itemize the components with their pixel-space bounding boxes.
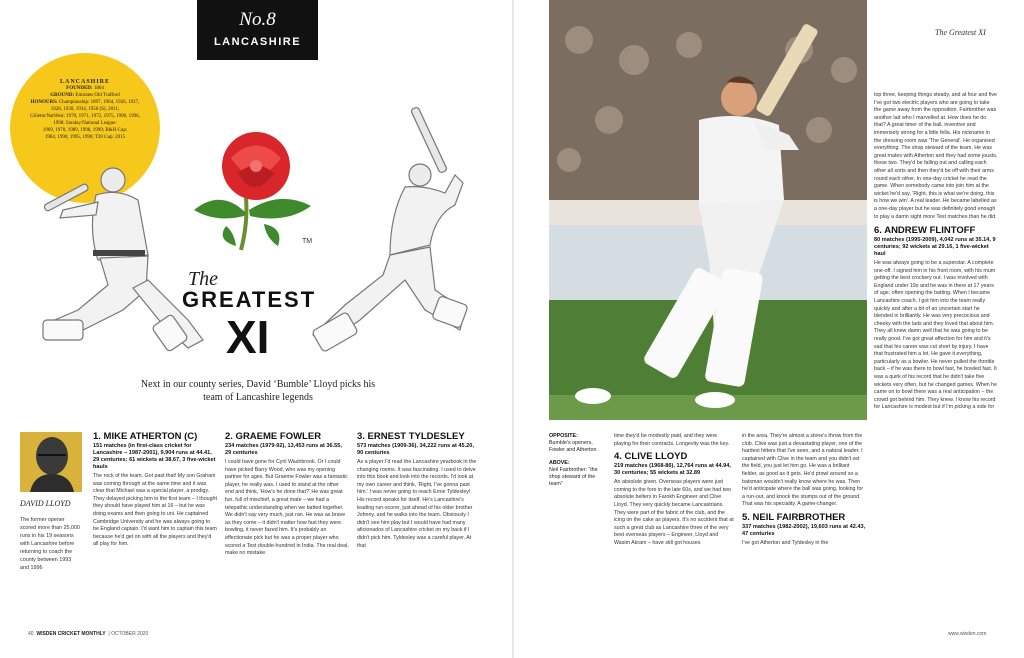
county-info-line: 1984, 1990, 1995, 1996; T20 Cup: 2015 [44, 135, 126, 140]
author-name: DAVID LLOYD [20, 499, 71, 508]
footer-page-number: 40 [28, 631, 34, 637]
player-1-body: The rock of the team. Got past that! My son Graham was coming through at the same time and it was clear that Michael was a special player, a prodigy. They delayed picking him in the first team – I thought they should have played him at 16 – but he was doing exams and then going to uni. He captained Cambridge University and he was always going to be England captain. I'd want him to captain this team because he'd get on with all the players and they'd all play for him. [93, 473, 217, 548]
player-5-heading: 5. NEIL FAIRBROTHER [742, 511, 846, 523]
county-info-line: Gillette/NatWest: 1970, 1971, 1972, 1975, 1990, 1996, 1998; Sunday/National League: [30, 114, 140, 126]
fairbrother-photo [549, 0, 867, 420]
player-6-body: He was always going to be a superstar. A complete one-off. I signed him in his front room, with his mum getting the best crockery out. I was involved with England under 19s and he was in there at 17 years of age, often opening the batting. When I became Lancashire coach, I got him into the team really quickly and after a bit of an uncertain start he blended in brilliantly. He was very precocious and cheeky with the lads and they loved that about him. They all knew damn well that he was going to be really good. I've got great affection for him and it's sad that his career was cut short by injury. I have that frustrated him a lot. He gave it everything, particularly as a bowler. He never pulled the throttle back – if he was there to bowl fast, he bowled fast. It was a quirk of his record that he didn't take five wickets very often, but he changed games. When he came on to bowl there was a real anticipation – the crowd got behind him. They knew. I know his record for Lancashire is modest but if I'm picking a side for [874, 260, 998, 411]
caption-above-label: ABOVE: [549, 460, 570, 466]
column-5-continuation: in the area. They're almost a stone's throw from the club. Clive was just a devastating player, one of the hardest hitters that I've seen, and a natural leader. I captained with Clive in the team and you didn't set the field, you just let him go. He was a brilliant fielder, as good as it gets. He'd prowl around so a batsman wouldn't really know where he was. Then he'd anticipate where the ball was going, looking for a run-out, and knock the stumps out of the ground. That was his speciality. A game-changer. [742, 433, 864, 508]
player-4-heading: 4. CLIVE LLOYD [614, 451, 688, 463]
caption-opposite-text: Bumble's openers, Fowler and Atherton [549, 440, 597, 453]
player-6-column [874, 92, 998, 614]
standfirst: Next in our county series, David ‘Bumble’ Lloyd picks his team of Lancashire legends [140, 379, 376, 403]
county-info-title: LANCASHIRE [59, 79, 110, 85]
player-5-body: I've got Atherton and Tyldesley in the [742, 539, 829, 546]
column-6-continuation: top three, keeping things steady, and at four and five I've got two electric players who are going to take the game away from the opposition. Fairbrother was another lad who I marvelled at. How does he do that? A great timer of the ball, inventive and immensely strong for a little fella. His nickname in the dressing room was 'The General'. He organised everything. The shop steward of the team. He was great mates with Atherton and they had some jousts, those two. They'd be falling out and calling each other all sorts and then they'd be off with their arms round each other. In one-day cricket he read the game. When somebody came into join him at the wicket he'd say, 'Right, this is what we're doing, this is how we win'. A real leader. He became labelled as a one-day player but he was definitely good enough to play a damn sight more Test matches than he did. [874, 92, 998, 220]
photo-captions [549, 433, 607, 488]
player-4-body: An absolute given. Overseas players were just coming to the fore in the late 60s, and we had two absolute belters in Farokh Engineer and Clive Lloyd. They very quickly became Lancastrians. They were part of the fabric of the club, and the icing on the cake as players. It's no accident that at such a great club as Lancashire three of the very best overseas players – Engineer, Lloyd and Wasim Akram – have still got houses [614, 479, 734, 546]
title-the: The [188, 268, 218, 290]
player-3-column [357, 432, 479, 612]
page-gutter [512, 0, 514, 658]
trademark-mark: TM [302, 238, 313, 245]
player-5-column [742, 433, 866, 613]
player-2-stats: 234 matches (1979-92), 13,453 runs at 36.55, 29 centuries [225, 443, 342, 456]
running-header: The Greatest XI [935, 28, 986, 37]
footer-left: 40 WISDEN CRICKET MONTHLY | OCTOBER 2020 [28, 631, 149, 637]
player-3-heading: 3. ERNEST TYLDESLEY [357, 432, 465, 442]
red-rose-emblem [186, 128, 321, 253]
player-4-column [614, 433, 734, 613]
player-6-heading: 6. ANDREW FLINTOFF [874, 225, 976, 237]
series-number: No.8 [239, 9, 276, 30]
player-3-stats: 573 matches (1909-36), 34,222 runs at 45.20, 90 centuries [357, 443, 474, 456]
batsman-right-figure [305, 105, 480, 360]
player-2-heading: 2. GRAEME FOWLER [225, 432, 322, 442]
player-5-stats: 337 matches (1982-2002), 19,603 runs at 42.43, 47 centuries [742, 523, 866, 537]
footer-right: www.wisden.com [948, 631, 987, 637]
player-3-body: As a player I'd read the Lancashire yearbook in the changing rooms. It was fascinating. I used to delve into this book and look into the records. I'd look at my own career and think, 'Right, I've gonna past him.' I was never going to reach Ernie Tyldesley! His record speaks for itself. He's Lancashire's leading run-scorer, just ahead of his older brother Johnny, and he walks into the team. Obviously I didn't see him play but I would have had many aficionados of Lancashire cricket on my back if I didn't pick him. Tyldesley was a careful player. At that [357, 459, 477, 549]
author-bio: The former opener scored more than 25,000 runs in his 19 seasons with Lancashire before returning to coach the county between 1993 and 1996 [20, 517, 80, 571]
caption-opposite-label: OPPOSITE: [549, 433, 578, 439]
series-county: LANCASHIRE [213, 36, 302, 48]
county-info-line: FOUNDED: 1864 [66, 86, 104, 91]
author-portrait [20, 432, 82, 492]
caption-above-text: Neil Fairbrother: “the shop steward of the team” [549, 467, 598, 487]
player-2-body: I could have gone for Cyril Washbrook. Or I could have picked Barry Wood, who was my opening partner for ages. But Graeme Fowler was a fantastic player, he really was. I used to stand at the other end and think, 'How's he done that?' He was great fun, full of mischief, a great mate – we had a telepathic understanding when we batted together. We didn't say very much, just ran. He was as brave as they come – it didn't matter how fast they were bowling, it never fazed him. It's probably an effectionate pick but he was a proper player who scored a Test double-hundred in India. The real deal, make no mistake. [225, 459, 349, 557]
footer-magazine-name: WISDEN CRICKET MONTHLY [36, 631, 106, 637]
title-xi: XI [226, 311, 270, 363]
column-4-continuation: time they'd be modestly paid, and they were playing for their contracts. Longevity was the key. [614, 433, 730, 447]
county-info-line: GROUND: Emirates Old Trafford [50, 93, 120, 98]
series-tag [197, 0, 318, 60]
title-greatest: GREATEST [182, 287, 317, 312]
player-1-column [93, 432, 217, 612]
player-6-stats: 80 matches (1995-2009), 4,042 runs at 35.14, 9 centuries; 92 wickets at 29.16, 1 five-wicket haul [874, 237, 996, 258]
player-4-stats: 219 matches (1968-86), 12,764 runs at 44.94, 30 centuries; 55 wickets at 32.89 [614, 463, 731, 477]
footer-issue: OCTOBER 2020 [111, 631, 149, 637]
county-info-line: 1969, 1970, 1989, 1998, 1999; B&H Cup: [42, 128, 128, 133]
player-1-heading: 1. MIKE ATHERTON (C) [93, 432, 198, 442]
player-1-stats: 151 matches (in first-class cricket for Lancashire – 1987-2001), 9,904 runs at 44.41, 29 centuries; 61 wickets at 38.67, 3 five-wicket hauls [93, 443, 216, 470]
county-info-line: HONOURS: Championship: 1897, 1904, 1926, 1927, 1928, 1930, 1934, 1950 (S), 2011; [30, 100, 140, 112]
player-2-column [225, 432, 349, 612]
